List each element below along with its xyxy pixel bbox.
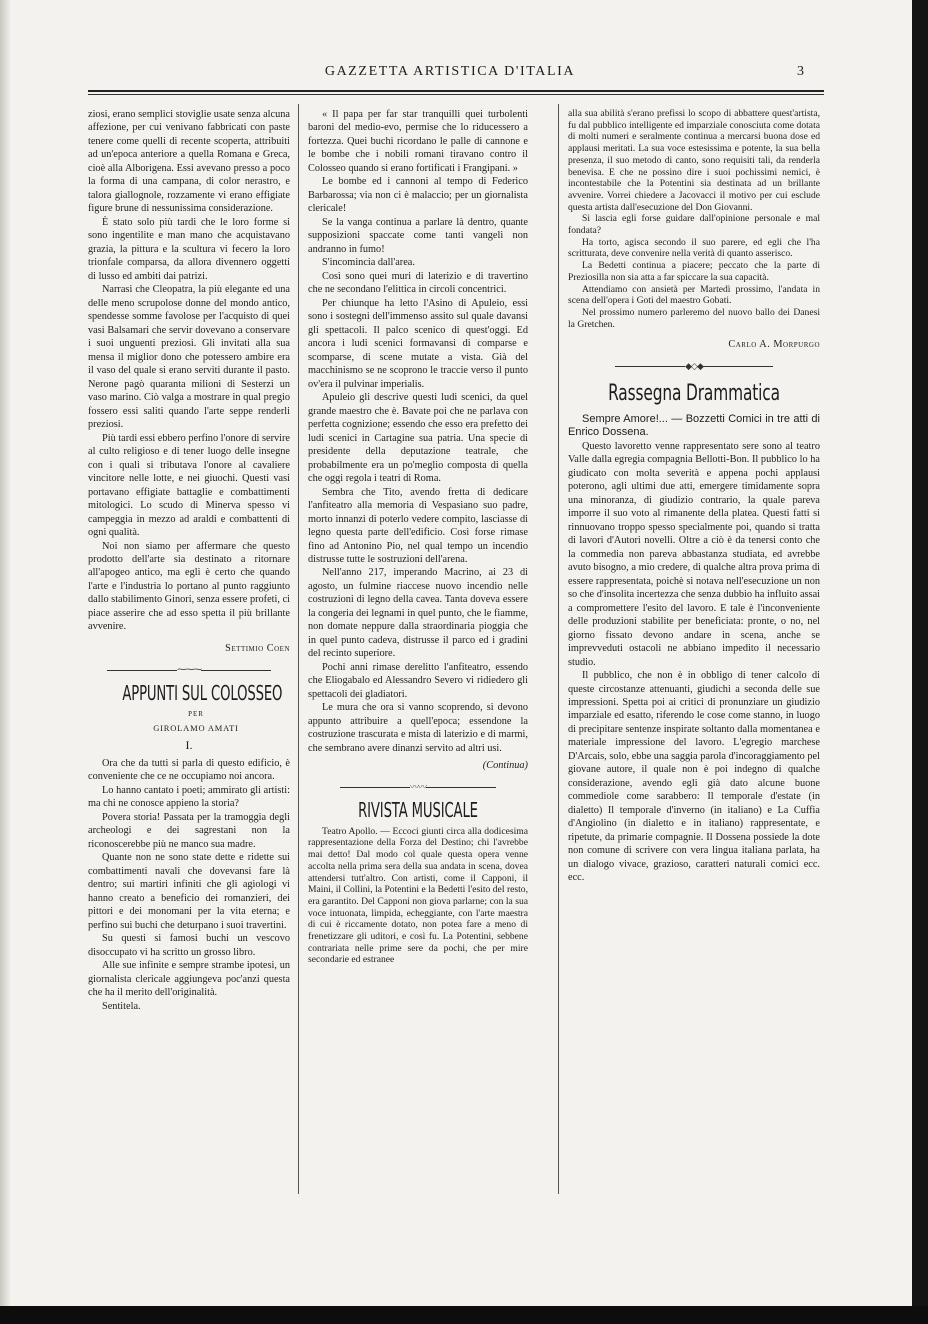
paragraph: Apuleio gli descrive questi ludi scenici, da quel grande maestro che è. Bavate poi che ne parlava con perfetta cognizione; essendo che esso era prefetto dei ludi scenici in Cartagine sua patria. Una specie di presidente della deputazione teatrale, che probabilmente era un po'meglio composta di quella che oggi regola i teatri di Roma. — [308, 392, 528, 485]
paragraph: Ora che da tutti si parla di questo edificio, è conveniente che ce ne occupiamo noi ancora. — [88, 757, 290, 783]
paragraph: Sembra che Tito, avendo fretta di dedicare l'anfiteatro alla memoria di Vespasiano suo padre, morto innanzi di poterlo vedere compito, lasciasse di legno questa parte dell'edificio. Così forse rimase fino ad Antonino Pio, nel qual tempo un incendio distrusse tutte le sostruzioni dell'arena. — [308, 486, 528, 565]
paragraph: Il pubblico, che non è in obbligo di tener calcolo di queste circostanze attenuanti, giudichi a seconda delle sue impressioni. Spetta poi ai critici di pronunziare un giudizio imparziale ed esatto, riferendo le cose come stanno, in luogo di precipitare sentenze inspirate soltanto dalla momentanea e materiale impressione del lavoro. L'egregio marchese D'Arcais, solo, ebbe una saggia parola d'incoraggiamento pel giovane autore, il quale non è poi indegno di qualche considerazione, avendo egli già dato alcune buone commediole come sarabbero: Il temporale d'estate (in dialetto) Il temporale d'inverno (in italiano) e La Cuffia d'Angiolino (in dialetto e in italiano) rappresentate, e ripetute, da primarie compagnie. Il Dossena possiede la dote non comune di scrivere con vera lingua italiana parlata, ha un dialogo vivace, grazioso, caratteri naturali comici ecc. ecc. — [568, 670, 820, 884]
ornament-divider: 〰〰 — [308, 781, 528, 794]
paragraph: « Il papa per far star tranquilli quei turbolenti baroni del medio-evo, permise che lo riducessero a fortezza. Quei buchi ricordano le palle di cannone e le bombe che i nobili romani tiravano contro il Colosseo quando si erano fortificati i Frangipani. » — [308, 109, 528, 174]
paragraph: Noi non siamo per affermare che questo prodotto dell'arte sia destinato a ritornare all'apogeo antico, ma egli è certo che quando l'arte e l'industria lo portano al punto raggiunto dallo stabilimento Ginori, senza essere profeti, ci piace asserire che ad esso spetta il più brillante avvenire. — [88, 540, 290, 633]
paragraph: È stato solo più tardi che le loro forme si sono ingentilite e man mano che acquistavano grazia, la pittura e la scultura vi fecero la loro trionfale comparsa, da allora divennero oggetti di lusso ed ambiti dai patrizi. — [88, 216, 290, 282]
byline-per: PER — [188, 710, 204, 719]
paragraph: Se la vanga continua a parlare là dentro, quante supposizioni spaccate come tanti vangeli non andranno in fumo! — [308, 216, 528, 255]
paragraph: Questo lavoretto venne rappresentato sere sono al teatro Valle dalla egregia compagnia Bellotti-Bon. Il pubblico lo ha giudicato con molta severità e appena pochi applausi poterono, agli ultimi due atti, emergere timidamente sopra una minoranza, di giudizio contrario, la quale pareva imporre il suo voto al rimanente della platea. Questi fatti si rinnuovano troppo spesso specialmente poi, quando si tratta di lavori d'Autori novelli. Oltre a ciò è da tenersi conto che la commedia non pareva abbastanza studiata, ed avrebbe avuto bisogno, a mio credere, di qualche altra prova prima di essere rappresentata, poichè si notava nell'esecuzione un non so che d'insolita incertezza che senza dubbio ha influito assai a compromettere l'esito del lavoro. E tale è l'inconveniente delle produzioni stabilite per beneficiata: pronte, o no, nel giorno fissato devono andare in scena, anche se imprevveduti ostacoli ne abbiano impedito il necessario studio. — [568, 440, 820, 668]
paragraph: Nell'anno 217, imperando Macrino, ai 23 di agosto, un fulmine riaccese nuovo incendio nelle costruzioni di legno della cavea. Tanta doveva essere la congeria dei legnami in quel punto, che le fiamme, non domate neppure dalla straordinaria pioggia che in quel punto cadeva, distrusse il parco ed i gradini del recinto superiore. — [308, 567, 528, 660]
paragraph: Le bombe ed i cannoni al tempo di Federico Barbarossa; via non ci è malaccio; per un giornalista clericale! — [308, 176, 528, 215]
byline-author: GIROLAMO AMATI — [153, 722, 239, 733]
paragraph: alla sua abilità s'erano prefissi lo scopo di abbattere quest'artista, fu dal pubblico intelligente ed imparziale conosciuta come dotata di molti numeri e seralmente continua a mercarsi buona dose ed applausi meritati. La sua voce estesissima e potente, la sua bella presenza, il suo metodo di canto, sono requisiti tali, da renderla benevisa. E che ne possino dire i suoi pochissimi nemici, è incontestabile che la Potentini sia destinata ad un brillante avvenire. Vorrei chiedere a Jacovacci il motivo per cui esclude questa artista dall'esecuzione del Don Giovanni. — [568, 108, 820, 213]
paragraph: Sentitela. — [102, 1000, 141, 1012]
paragraph: Lo hanno cantato i poeti; ammirato gli artisti: ma chi ne conosce appieno la storia? — [88, 784, 290, 810]
header-rule — [88, 90, 824, 92]
column-divider-2 — [558, 104, 559, 1194]
page-number: 3 — [797, 64, 804, 79]
running-header-title: GAZZETTA ARTISTICA D'ITALIA — [324, 64, 576, 79]
paragraph: Alle sue infinite e sempre strambe ipotesi, un giornalista clericale aggiungeva poc'anzi questa che ha il merito dell'originalità. — [88, 960, 290, 999]
paragraph: Teatro Apollo. — Eccoci giunti circa alla dodicesima rappresentazione della Forza del Destino; chi l'avrebbe mai detto! Dal modo col quale questa opera venne accolta nella prima sera della sua andata in scena, dovea attendersi tutt'altro. Con artisti, come il Capponi, il Maini, il Collini, la Potentini e la Bedetti l'esito del resto, era garantito. Del Capponi non giova parlarne; con la sua voce intuonata, limpida, echeggiante, con l'arte maestra di cui è riccamente dotato, non potea fare a meno di frenetizzare gli uditori, e così fu. La Potentini, sebbene contrariata nelle prime sere da pochi, che per mire secondarie ed estranee — [308, 825, 528, 966]
paragraph: Così sono quei muri di laterizio e di travertino che ne secondano l'elittica in circoli concentrici. — [308, 270, 528, 296]
column-divider-1 — [298, 104, 299, 1194]
paragraph: Pochi anni rimase derelitto l'anfiteatro, essendo che Eliogabalo ed Alessandro Severo vi ridiedero gli spettacoli dei gladiatori. — [308, 661, 528, 700]
paragraph: La Bedetti continua a piacere; peccato che la parte di Preziosilla non sia atta a far spiccare la sua capacità. — [568, 260, 820, 283]
ornament-divider: ◆◇◆ — [568, 360, 820, 373]
paragraph: Ha torto, agisca secondo il suo parere, ed egli che l'ha scritturata, deve convenire nella verità di quanto asserisco. — [568, 236, 820, 260]
paragraph: Narrasi che Cleopatra, la più elegante ed una delle meno scrupolose donne del mondo antico, spendesse somme favolose per l'acquisto di quei vasi Balsamari che servir dovevano a conservare i suoi unguenti preziosi. Gli invitati alla sua mensa il miglior dono che potessero ambire era il vaso del quale si erano serviti durante il pasto. Nerone pagò quaranta milioni di Sesterzi un vaso marino. Ciò valga a mostrare in qual pregio fossero essi saliti quando l'arte seppe renderli preziosi. — [88, 284, 290, 431]
ornament-divider: ⁓⁓⁓ — [88, 663, 290, 676]
column-2 — [308, 108, 528, 966]
paragraph: Quante non ne sono state dette e ridette sui combattimenti navali che dovevansi fare là dentro; sui martiri infiniti che gli agiologi vi hanno creato a beneficio dei romanzieri, dei pittori e dei monomani per la vita eterna; e perfino sui buchi che deturpano i suoi travertini. — [88, 852, 290, 931]
chapter-number: I. — [185, 738, 193, 753]
page-edge-bottom — [0, 1306, 928, 1324]
section-title: APPUNTI SUL COLOSSEO — [122, 680, 283, 705]
paragraph: Povera storia! Passata per la tramoggia degli archeologi e dei sagrestani non la riconoscerebbe più ne manco sua madre. — [88, 811, 290, 850]
paragraph: Più tardi essi ebbero perfino l'onore di servire al culto religioso e di tener luogo delle insegne con i quali si tributava l'onore al cavaliere vincitore nelle lotte, e nei giuochi. Questi vasi portavano effigiate battaglie e combattimenti mitologici. Lo scudo di Minerva spesso vi campeggia in mezzo ad araldi e combattenti di ogni qualità. — [88, 432, 291, 539]
paragraph: Si lascia egli forse guidare dall'opinione personale e mal fondata? — [568, 213, 820, 237]
paragraph: Per chiunque ha letto l'Asino di Apuleio, essi sono i sostegni dell'immenso assito sul quale davansi gli spettacoli. Il palco scenico di quest'oggi. Ed ancora i ludi scenici formavansi di comparse e scomparse, di scene mutate a vista. Già del macchinismo se ne scoprono le traccie verso il punto ov'era il pulvinar imperialis. — [308, 297, 528, 390]
paragraph: Attendiamo con ansietà per Martedì prossimo, l'andata in scena dell'opera i Goti del maestro Gobati. — [568, 283, 820, 307]
column-1 — [88, 108, 290, 1013]
header-rule-thin — [88, 94, 824, 95]
paragraph: Su questi si famosi buchi un vescovo disoccupato vi ha scritto un grosso libro. — [88, 933, 290, 958]
article-signature: Settimio Coen — [225, 642, 290, 654]
page-edge-left — [0, 0, 10, 1324]
section-title: RIVISTA MUSICALE — [358, 798, 478, 823]
paragraph: Nel prossimo numero parleremo del nuovo ballo dei Danesi la Gretchen. — [568, 306, 820, 330]
article-signature: Carlo A. Morpurgo — [728, 339, 820, 351]
review-lead: Sempre Amore!... — Bozzetti Comici in tre atti di Enrico Dossena. — [568, 412, 820, 439]
paragraph: S'incomincia dall'area. — [322, 257, 415, 269]
paragraph: ziosi, erano semplici stoviglie usate senza alcuna affezione, per cui venivano fabbricati con paste tenere come quelli di recente scoperta, attribuiti ad un'epoca anteriore a quella Romana e Greca, cioè alla Alborigena. Essi avevano presso a poco la forma di una campana, di color nerastro, e talora giallognole, rozzamente vi erano effigiate figure brune di nessunissima considerazione. — [88, 109, 290, 215]
paragraph: Le mura che ora si vanno scoprendo, si devono appunto attribuire a quell'epoca; essendone la costruzione trascurata e mista di laterizio e di marmi, che sembrano avere dinanzi servito ad altri usi. — [308, 702, 528, 754]
continued-note: (Continua) — [482, 760, 528, 772]
page-edge-right — [912, 0, 928, 1324]
section-title: Rassegna Drammatica — [608, 381, 780, 407]
column-3 — [568, 108, 820, 885]
